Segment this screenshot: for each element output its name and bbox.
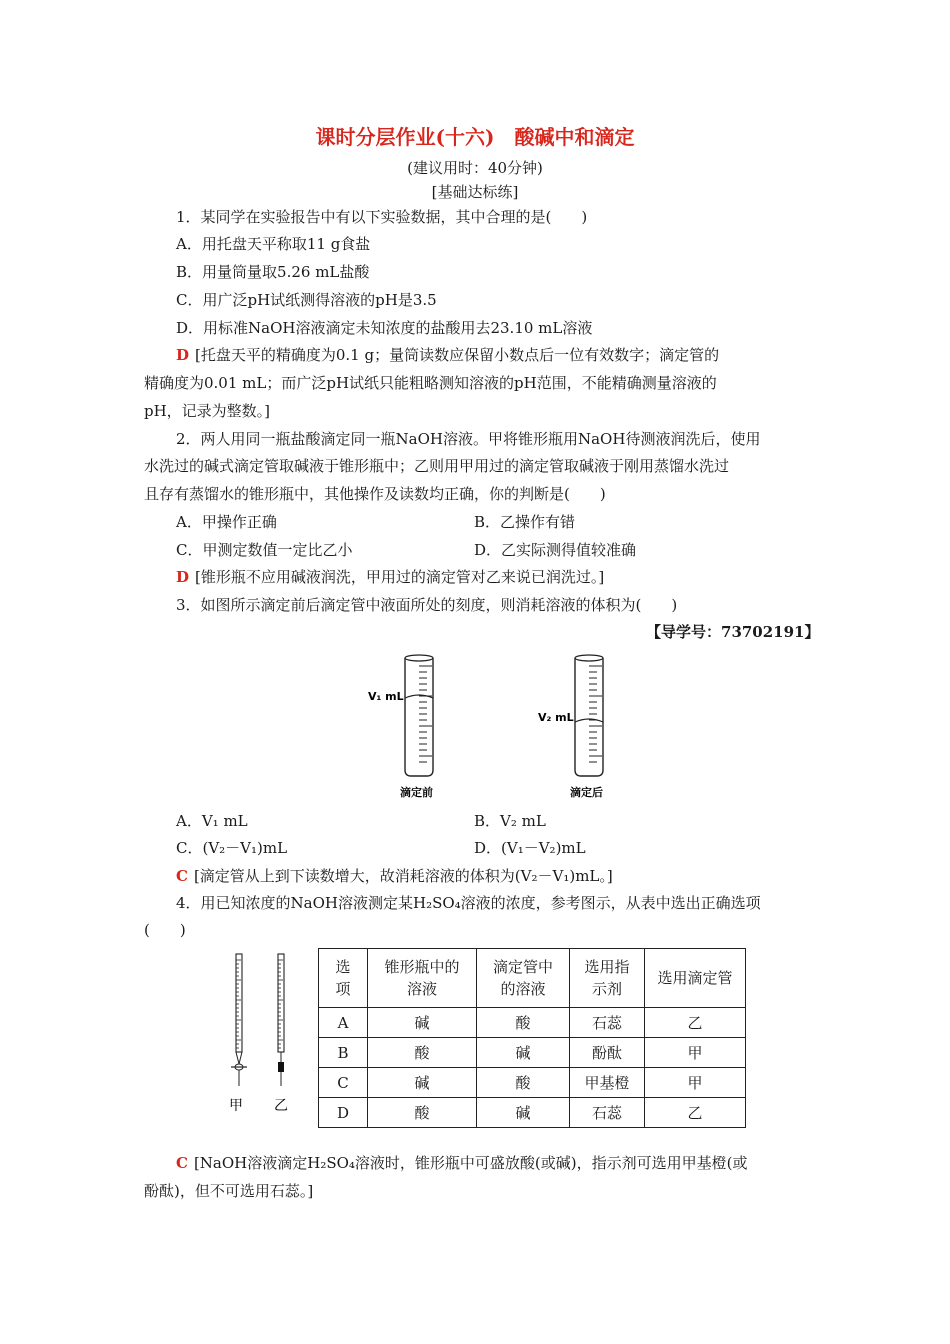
header-cell: 滴定管中 的溶液 xyxy=(477,949,570,1008)
section-heading: [基础达标练] xyxy=(431,183,519,201)
v1-label: V₁ mL xyxy=(368,690,404,703)
q1-explanation-line1: D [托盘天平的精确度为0.1 g；量筒读数应保留小数点后一位有效数字；滴定管的 xyxy=(176,346,720,364)
q4-stem-line2: ( ) xyxy=(144,921,186,939)
header-cell: 选用指 示剂 xyxy=(570,949,645,1008)
table-cell: 碱 xyxy=(368,1008,477,1038)
table-header-row xyxy=(319,949,746,1008)
burette-reading-figure xyxy=(360,650,650,800)
q1-explanation-line3: pH，记录为整数。] xyxy=(144,402,271,420)
q2-stem-line1: 2．两人用同一瓶盐酸滴定同一瓶NaOH溶液。甲将锥形瓶用NaOH待测液润洗后，使用 xyxy=(176,430,761,448)
table-cell: 乙 xyxy=(645,1008,746,1038)
base-burette-yi xyxy=(278,954,284,1086)
q3-explanation: C [滴定管从上到下读数增大，故消耗溶液的体积为(V₂－V₁)mL。] xyxy=(176,867,613,885)
q1-explanation-line2: 精确度为0.01 mL；而广泛pH试纸只能粗略测知溶液的pH范围，不能精确测量溶液的 xyxy=(144,374,717,392)
q3-option-d: D．(V₁－V₂)mL xyxy=(474,839,586,857)
q3-option-a: A．V₁ mL xyxy=(176,812,248,830)
q2-answer: D xyxy=(176,568,190,586)
burette-before xyxy=(405,655,433,776)
table-cell: 石蕊 xyxy=(570,1098,645,1128)
q2-option-a: A．甲操作正确 xyxy=(176,513,277,531)
q2-option-b: B．乙操作有错 xyxy=(474,513,576,531)
header-cell: 选用滴定管 xyxy=(645,949,746,1008)
table-cell: 石蕊 xyxy=(570,1008,645,1038)
header-cell: 锥形瓶中的 溶液 xyxy=(368,949,477,1008)
q3-option-c: C．(V₂－V₁)mL xyxy=(176,839,288,857)
table-cell: 乙 xyxy=(645,1098,746,1128)
table-cell: D xyxy=(319,1098,368,1128)
header-cell: 选 项 xyxy=(319,949,368,1008)
table-cell: B xyxy=(319,1038,368,1068)
q4-explanation-line2: 酚酞)，但不可选用石蕊。] xyxy=(144,1182,314,1200)
table-cell: 碱 xyxy=(368,1068,477,1098)
fig-label-before: 滴定前 xyxy=(400,786,433,799)
table-cell: A xyxy=(319,1008,368,1038)
v2-label: V₂ mL xyxy=(538,711,574,724)
table-cell: 酸 xyxy=(477,1008,570,1038)
table-cell: 甲 xyxy=(645,1038,746,1068)
label-jia: 甲 xyxy=(229,1098,243,1114)
table-cell: 甲 xyxy=(645,1068,746,1098)
q2-option-c: C．甲测定数值一定比乙小 xyxy=(176,541,353,559)
q1-option-d: D．用标准NaOH溶液滴定未知浓度的盐酸用去23.10 mL溶液 xyxy=(176,319,593,337)
q2-option-d: D．乙实际测得值较准确 xyxy=(474,541,637,559)
q1-option-a: A．用托盘天平称取11 g食盐 xyxy=(176,235,371,253)
table-cell: 甲基橙 xyxy=(570,1068,645,1098)
table-cell: 碱 xyxy=(477,1098,570,1128)
table-cell: 酸 xyxy=(368,1098,477,1128)
q2-explanation: D [锥形瓶不应用碱液润洗，甲用过的滴定管对乙来说已润洗过。] xyxy=(176,568,605,586)
table-row xyxy=(319,1098,746,1128)
table-row xyxy=(319,1008,746,1038)
q3-answer: C xyxy=(176,867,188,885)
time-hint: (建议用时：40分钟) xyxy=(407,159,543,177)
label-yi: 乙 xyxy=(274,1098,288,1114)
q4-explanation-line1: C [NaOH溶液滴定H₂SO₄溶液时，锥形瓶中可盛放酸(或碱)，指示剂可选用甲基橙(或 xyxy=(176,1154,748,1172)
q1-option-b: B．用量筒量取5.26 mL盐酸 xyxy=(176,263,370,281)
table-row xyxy=(319,1068,746,1098)
page-title: 课时分层作业(十六) 酸碱中和滴定 xyxy=(315,125,635,149)
q2-stem-line2: 水洗过的碱式滴定管取碱液于锥形瓶中；乙则用甲用过的滴定管取碱液于刚用蒸馏水洗过 xyxy=(144,457,730,475)
table-cell: 碱 xyxy=(477,1038,570,1068)
q4-answer: C xyxy=(176,1154,188,1172)
table-cell: C xyxy=(319,1068,368,1098)
table-cell: 酸 xyxy=(477,1068,570,1098)
table-cell: 酚酞 xyxy=(570,1038,645,1068)
burettes-jia-yi-figure xyxy=(218,948,308,1120)
q1-option-c: C．用广泛pH试纸测得溶液的pH是3.5 xyxy=(176,291,437,309)
q2-stem-line3: 且存有蒸馏水的锥形瓶中，其他操作及读数均正确，你的判断是( ) xyxy=(144,485,606,503)
q1-answer: D xyxy=(176,346,190,364)
acid-burette-jia xyxy=(231,954,247,1086)
q3-stem: 3．如图所示滴定前后滴定管中液面所处的刻度，则消耗溶液的体积为( ) xyxy=(176,596,678,614)
options-table xyxy=(318,948,746,1128)
q3-guide-number: 【导学号：73702191】 xyxy=(646,623,820,641)
table-cell: 酸 xyxy=(368,1038,477,1068)
q3-option-b: B．V₂ mL xyxy=(474,812,546,830)
burette-after xyxy=(575,655,603,776)
fig-label-after: 滴定后 xyxy=(570,786,603,799)
q1-stem: 1．某同学在实验报告中有以下实验数据，其中合理的是( ) xyxy=(176,208,588,226)
q4-stem-line1: 4．用已知浓度的NaOH溶液测定某H₂SO₄溶液的浓度，参考图示，从表中选出正确选项 xyxy=(176,894,761,912)
table-row xyxy=(319,1038,746,1068)
